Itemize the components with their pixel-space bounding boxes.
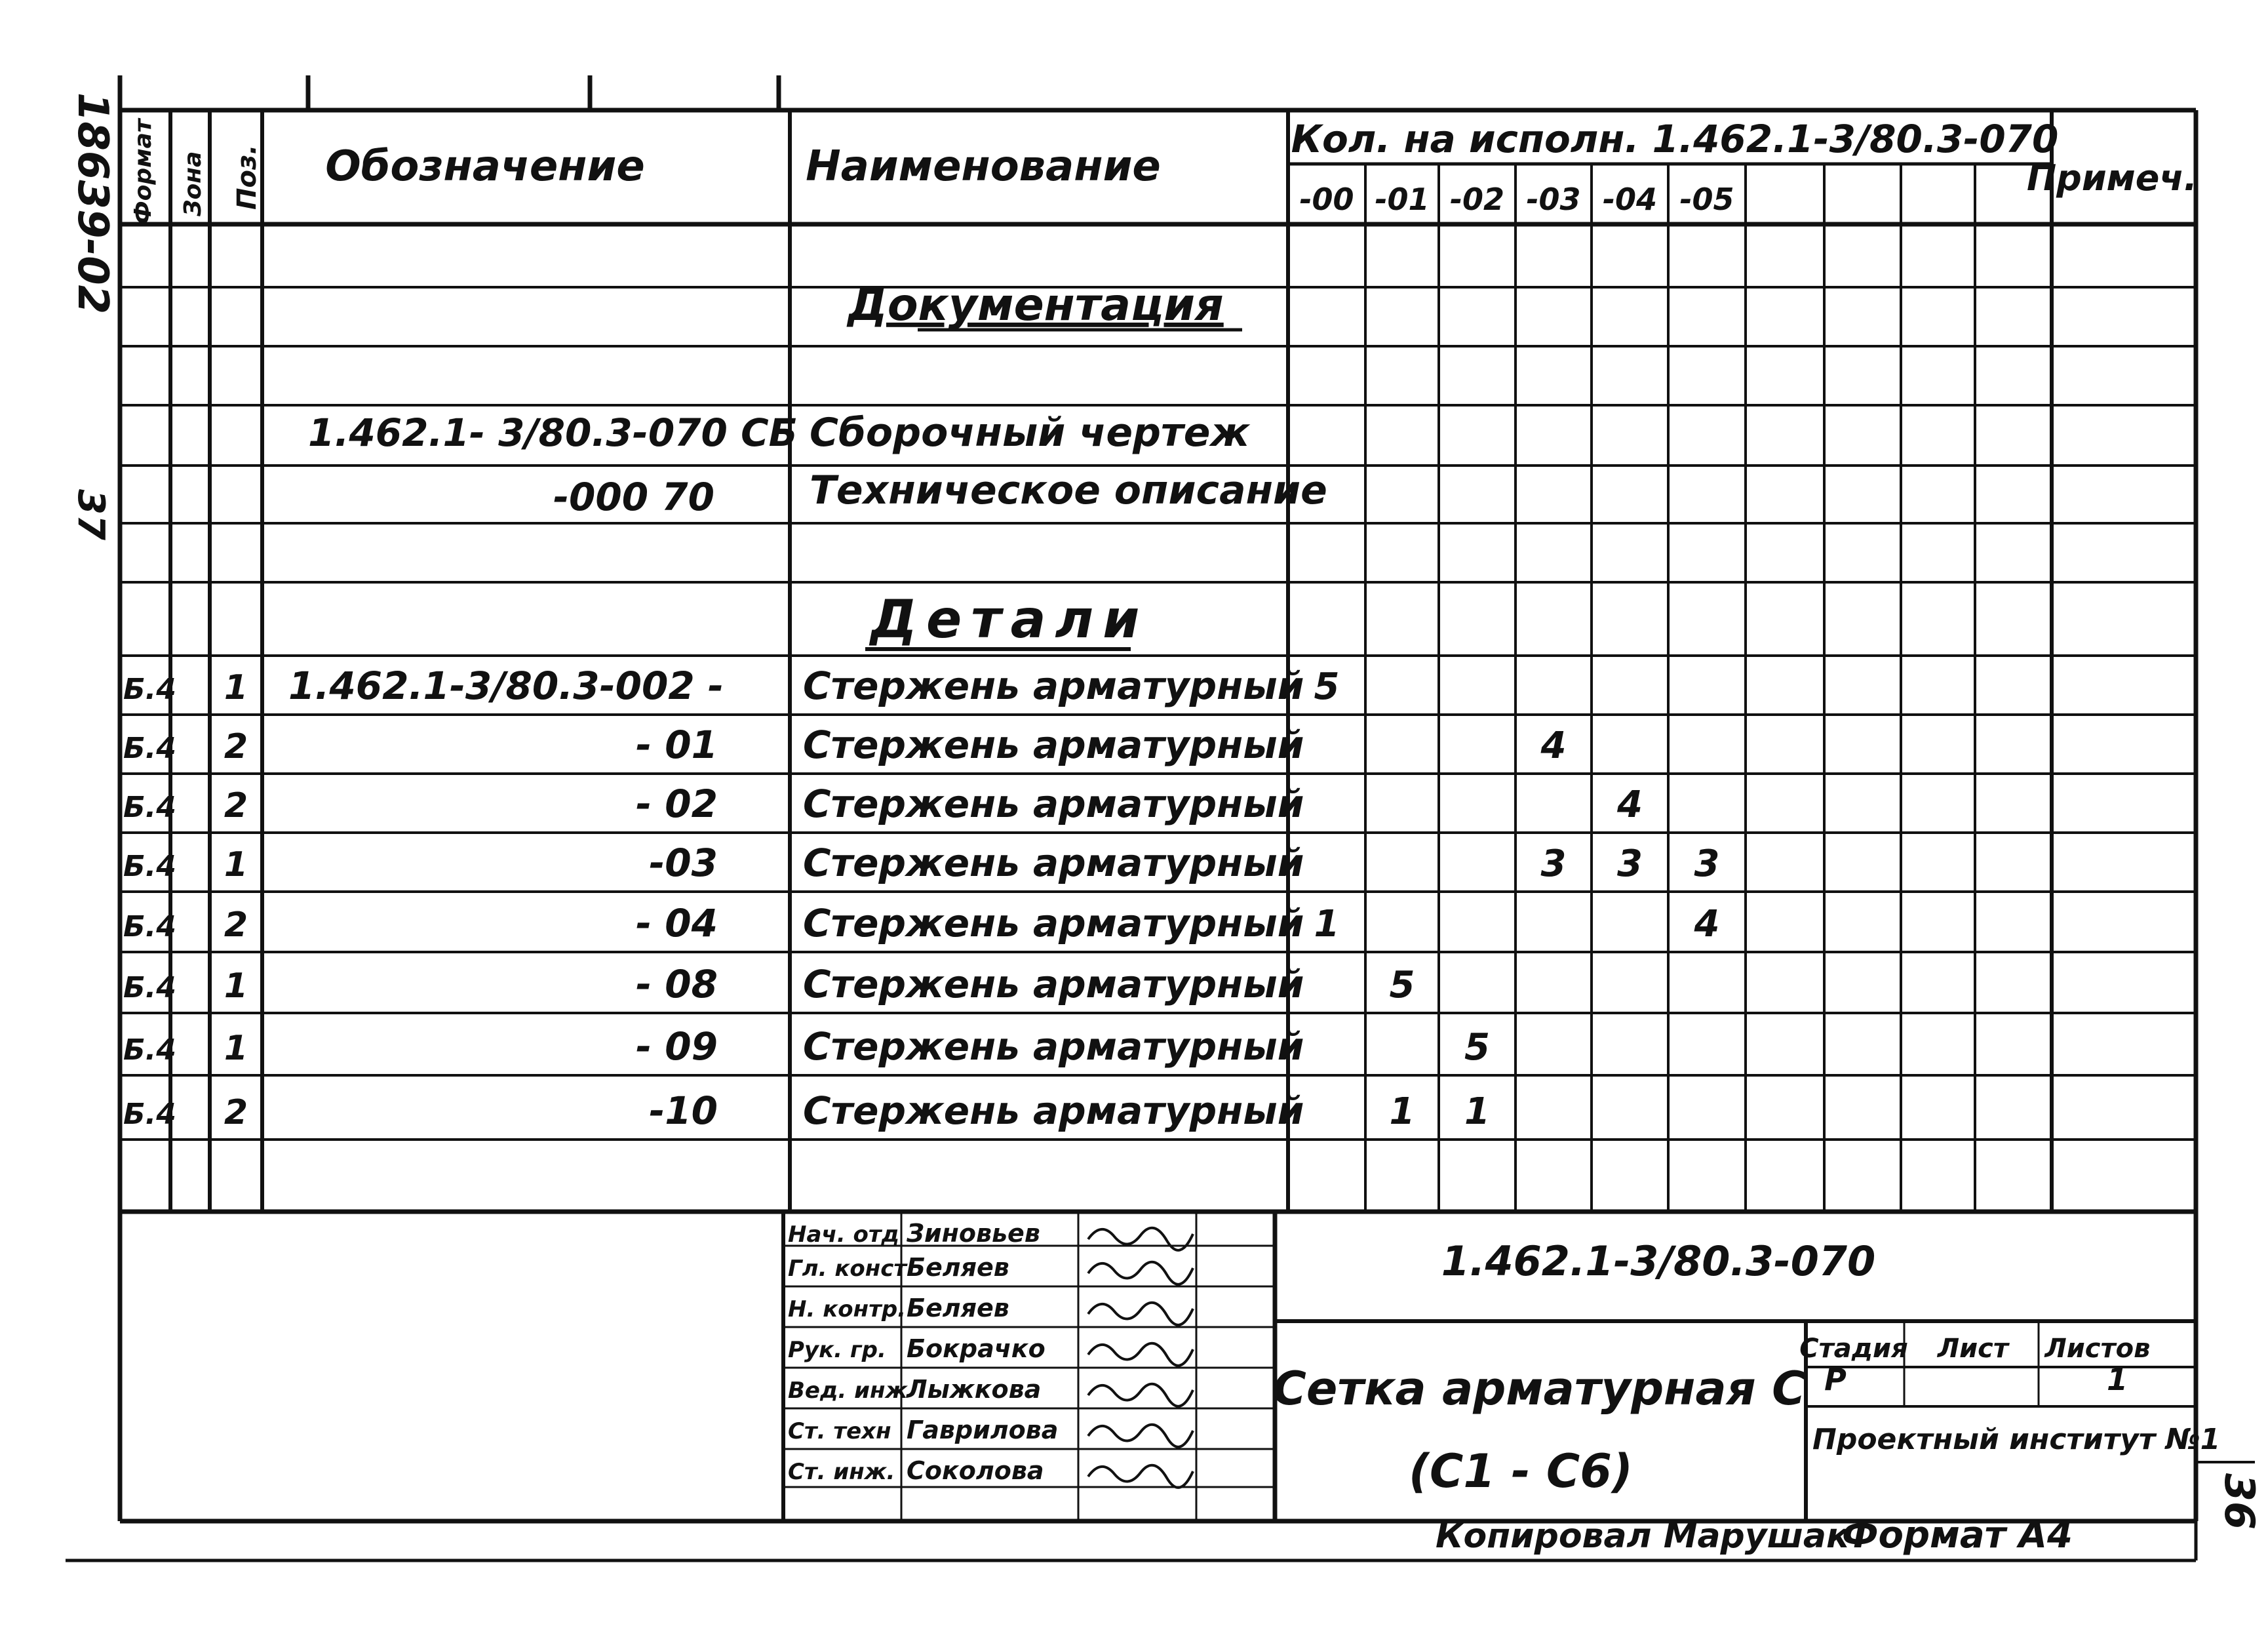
header-qty-group: Кол. на исполн. 1.462.1-3/80.3-070 — [1291, 117, 2059, 161]
part-position: 1 — [224, 845, 248, 884]
part-format: Б.4 — [123, 673, 176, 706]
signature-role: Ст. техн — [788, 1418, 891, 1444]
sheet-label: Лист — [1937, 1334, 2009, 1364]
page-number: 36 — [2216, 1473, 2263, 1530]
signature-role: Ст. инж. — [788, 1459, 895, 1485]
signature-row — [788, 1294, 1193, 1325]
sheets-label: Листов — [2044, 1334, 2151, 1364]
part-name: Стержень арматурный — [803, 962, 1304, 1006]
part-designation: -03 — [649, 841, 718, 885]
part-quantity: 1 — [1389, 1090, 1415, 1133]
document-code: 1.462.1-3/80.3-070 — [1441, 1237, 1876, 1285]
table-row — [123, 1024, 1490, 1069]
sheets-value: 1 — [2106, 1362, 2128, 1397]
part-format: Б.4 — [123, 910, 176, 943]
part-format: Б.4 — [123, 791, 176, 824]
signature-role: Рук. гр. — [788, 1337, 886, 1363]
part-designation: 1.462.1-3/80.3-002 - — [288, 664, 724, 708]
drawing-subtitle: (С1 - С6) — [1409, 1444, 1633, 1498]
part-name: Стержень арматурный — [803, 723, 1304, 767]
part-name: Стержень арматурный — [803, 841, 1304, 885]
table-row — [123, 962, 1415, 1006]
header-position: Поз. — [232, 144, 262, 210]
table-row — [123, 1088, 1490, 1133]
handwritten-signature — [1088, 1303, 1193, 1325]
document-designation: 1.462.1- 3/80.3-070 СБ — [308, 410, 798, 455]
parts-list — [123, 664, 1719, 1133]
document-name: Сборочный чертеж — [810, 410, 1250, 456]
signature-list — [788, 1219, 1193, 1488]
handwritten-signature — [1088, 1228, 1193, 1250]
variant-label: -03 — [1526, 182, 1581, 217]
part-designation: - 02 — [636, 782, 718, 826]
part-quantity: 4 — [1617, 784, 1643, 826]
part-format: Б.4 — [123, 1098, 176, 1131]
part-designation: - 01 — [636, 723, 718, 767]
part-quantity: 1 — [1314, 903, 1340, 945]
stage-value: Р — [1824, 1362, 1847, 1397]
part-quantity: 4 — [1694, 903, 1720, 945]
document-name: Техническое описание — [810, 467, 1327, 513]
part-quantity: 3 — [1540, 843, 1567, 885]
part-format: Б.4 — [123, 732, 176, 765]
part-quantity: 1 — [1464, 1090, 1490, 1133]
part-quantity: 5 — [1464, 1026, 1490, 1069]
part-position: 1 — [224, 966, 248, 1006]
inventory-number: 18639-02 — [68, 92, 117, 315]
signature-name: Лыжкова — [907, 1375, 1042, 1404]
part-format: Б.4 — [123, 971, 176, 1004]
signature-row — [788, 1416, 1193, 1447]
part-quantity: 5 — [1314, 665, 1340, 708]
part-quantity: 5 — [1389, 964, 1415, 1006]
part-quantity: 3 — [1694, 843, 1720, 885]
signature-role: Гл. конст. — [788, 1256, 916, 1282]
section-documentation: Документация — [848, 279, 1224, 331]
header-name: Наименование — [806, 142, 1161, 191]
signature-row — [788, 1456, 1193, 1488]
variant-label: -05 — [1679, 182, 1734, 217]
variant-label: -02 — [1449, 182, 1505, 217]
part-position: 2 — [224, 727, 248, 766]
part-quantity: 3 — [1617, 843, 1643, 885]
part-designation: - 04 — [636, 901, 718, 945]
part-position: 2 — [224, 1093, 248, 1132]
handwritten-signature — [1088, 1343, 1193, 1366]
signature-name: Бокрачко — [907, 1334, 1046, 1363]
part-position: 2 — [224, 786, 248, 825]
section-details: Детали — [870, 589, 1149, 650]
organization: Проектный институт №1 — [1812, 1423, 2221, 1456]
drawing-title: Сетка арматурная С — [1272, 1362, 1806, 1416]
part-position: 1 — [224, 1029, 248, 1068]
variant-label: -00 — [1299, 182, 1354, 217]
part-name: Стержень арматурный — [803, 1024, 1304, 1069]
part-designation: - 08 — [636, 962, 718, 1006]
signature-name: Беляев — [907, 1253, 1009, 1282]
signature-row — [788, 1334, 1193, 1366]
document-designation: -000 70 — [553, 475, 714, 519]
table-row — [123, 841, 1719, 885]
part-name: Стержень арматурный — [803, 664, 1304, 708]
signature-name: Гаврилова — [907, 1416, 1059, 1444]
signature-role: Н. контр. — [788, 1296, 907, 1322]
title-block — [788, 1219, 2220, 1498]
copied-by: Копировал Марушак — [1436, 1517, 1850, 1556]
part-format: Б.4 — [123, 850, 176, 883]
signature-row — [788, 1253, 1193, 1284]
part-name: Стержень арматурный — [803, 1088, 1304, 1133]
part-quantity: 4 — [1540, 725, 1567, 767]
table-row — [123, 664, 1339, 708]
part-designation: -10 — [649, 1088, 718, 1133]
part-name: Стержень арматурный — [803, 901, 1304, 945]
variant-label: -01 — [1375, 182, 1430, 217]
signature-name: Зиновьев — [907, 1219, 1040, 1248]
variant-label: -04 — [1602, 182, 1658, 217]
part-format: Б.4 — [123, 1033, 176, 1067]
footer-format: Формат А4 — [1842, 1514, 2073, 1557]
table-row — [123, 723, 1566, 767]
part-designation: - 09 — [636, 1024, 718, 1069]
header-format: Формат — [130, 119, 157, 224]
header-note: Примеч. — [2026, 157, 2198, 199]
signature-role: Вед. инж — [788, 1378, 908, 1404]
side-marker: 37 — [69, 489, 112, 540]
signature-row — [788, 1375, 1193, 1406]
handwritten-signature — [1088, 1384, 1193, 1406]
table-header — [130, 117, 2197, 224]
part-position: 1 — [224, 668, 248, 707]
table-row — [123, 782, 1643, 826]
handwritten-signature — [1088, 1465, 1193, 1488]
header-designation: Обозначение — [325, 142, 645, 191]
signature-name: Соколова — [907, 1456, 1044, 1485]
stage-label: Стадия — [1799, 1334, 1908, 1364]
table-row — [123, 901, 1719, 945]
part-name: Стержень арматурный — [803, 782, 1304, 826]
handwritten-signature — [1088, 1425, 1193, 1447]
header-zone: Зона — [180, 151, 206, 216]
signature-role: Нач. отд — [788, 1221, 900, 1248]
part-position: 2 — [224, 905, 248, 945]
signature-name: Беляев — [907, 1294, 1009, 1322]
handwritten-signature — [1088, 1262, 1193, 1284]
